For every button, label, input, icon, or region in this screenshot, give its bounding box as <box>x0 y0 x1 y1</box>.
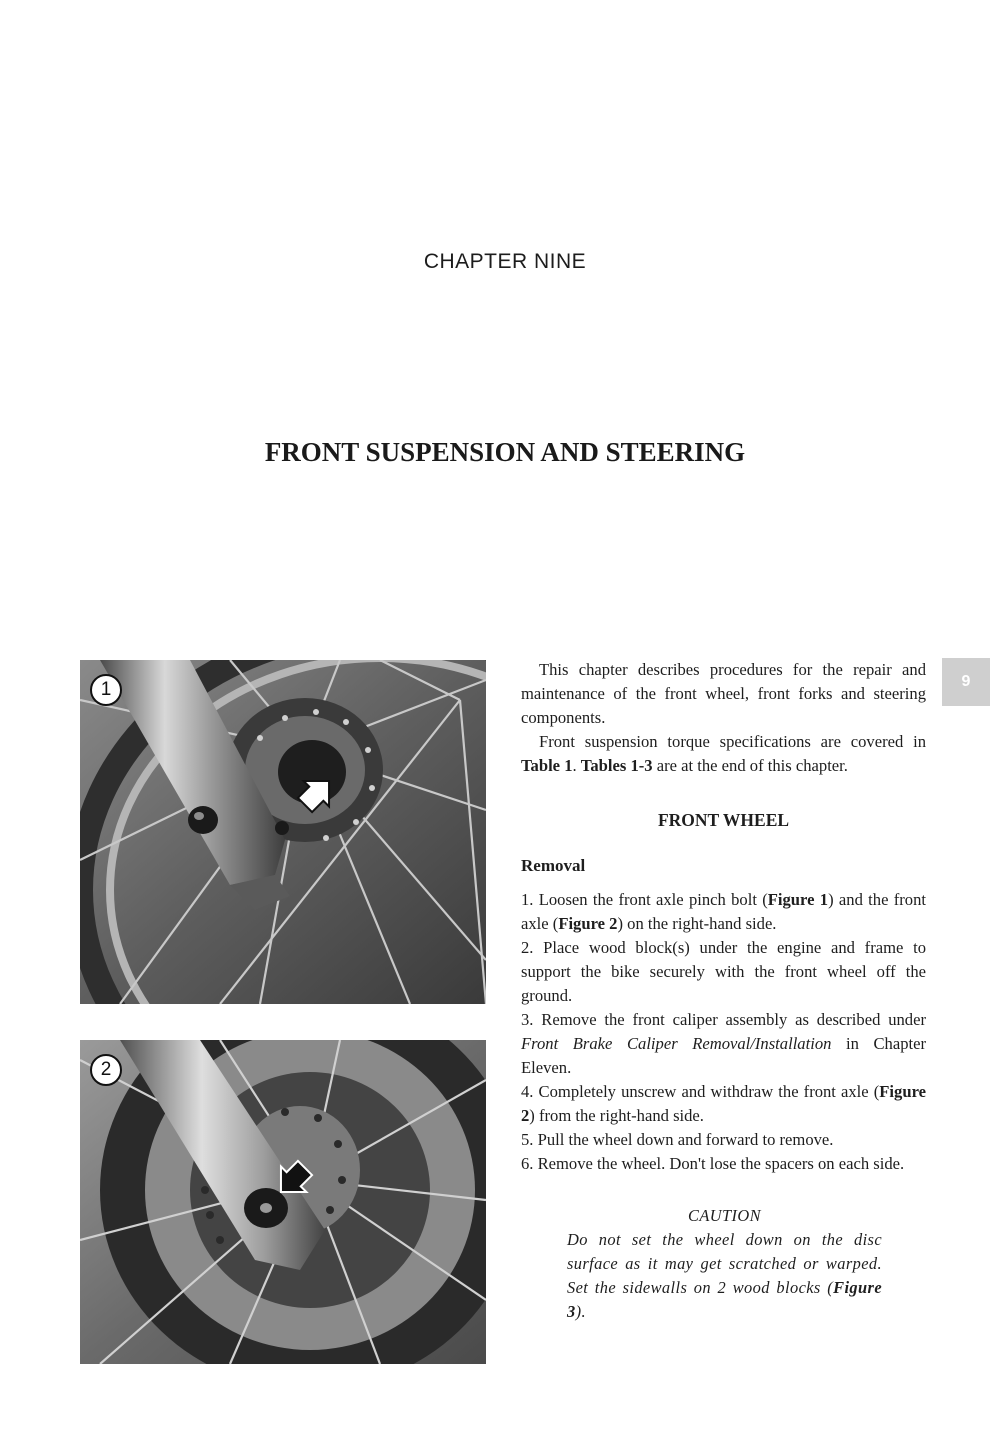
figure-2-number-badge: 2 <box>90 1054 122 1086</box>
step-3-text-a: 3. Remove the front caliper assembly as described under <box>521 1010 926 1029</box>
step-3 <box>521 1008 926 1080</box>
step-4-text-c: ) from the right-hand side. <box>529 1106 704 1125</box>
table-1-ref: Table 1 <box>521 756 573 775</box>
figure-2-ref: Figure 2 <box>558 914 618 933</box>
figure-2-photo <box>80 1040 486 1364</box>
chapter-title: FRONT SUSPENSION AND STEERING <box>264 437 746 467</box>
chapter-tab-marker: 9 <box>942 658 990 706</box>
step-4-figure-2-ref: Figure 2 <box>521 1082 926 1125</box>
removal-steps-list <box>521 888 926 1176</box>
figure-3-ref: Figure 3 <box>567 1278 882 1321</box>
section-heading-front-wheel: FRONT WHEEL <box>657 810 790 830</box>
figure-1-ref: Figure 1 <box>767 890 829 909</box>
body-text-column <box>521 658 926 1324</box>
tables-1-3-ref: Tables 1-3 <box>580 756 653 775</box>
caution-text-c: ). <box>575 1302 586 1321</box>
step-2: 2. Place wood block(s) under the engine and frame to support the bike securely with the front wheel off the ground. <box>521 938 926 1005</box>
subheading-removal: Removal <box>521 856 586 875</box>
caution-box <box>567 1204 882 1324</box>
step-4 <box>521 1080 926 1128</box>
step-1-text-e: ) on the right-hand side. <box>617 914 777 933</box>
step-3-procedure-ref: Front Brake Caliper Removal/Installation <box>521 1034 832 1053</box>
intro-p2-text-e: are at the end of this chapter. <box>652 756 848 775</box>
intro-paragraph-2 <box>521 730 926 778</box>
photo-front-axle-pinch-bolt-icon <box>80 660 486 1004</box>
step-1 <box>521 888 926 936</box>
caution-title: CAUTION <box>688 1206 761 1225</box>
figure-1-number-badge: 1 <box>90 674 122 706</box>
figure-1-photo <box>80 660 486 1004</box>
step-3-text-c: in Chapter Eleven. <box>521 1034 927 1077</box>
step-1-text-c: ) and the front axle ( <box>521 890 926 933</box>
step-4-text-a: 4. Completely unscrew and withdraw the front axle ( <box>521 1082 880 1101</box>
caution-body <box>567 1228 882 1324</box>
step-6: 6. Remove the wheel. Don't lose the spacers on each side. <box>521 1154 905 1173</box>
intro-p2-text-a: Front suspension torque specifications are covered in <box>539 732 926 751</box>
photo-front-axle-icon <box>80 1040 486 1364</box>
intro-paragraph-1: This chapter describes procedures for the repair and maintenance of the front wheel, front forks and steering components. <box>521 660 926 727</box>
chapter-label: CHAPTER NINE <box>423 250 587 273</box>
step-5: 5. Pull the wheel down and forward to remove. <box>521 1130 834 1149</box>
caution-text-a: Do not set the wheel down on the disc surface as it may get scratched or warped. Set the sidewalls on 2 wood blocks ( <box>567 1230 882 1297</box>
intro-p2-text-c: . <box>572 756 581 775</box>
step-1-text-a: 1. Loosen the front axle pinch bolt ( <box>521 890 768 909</box>
